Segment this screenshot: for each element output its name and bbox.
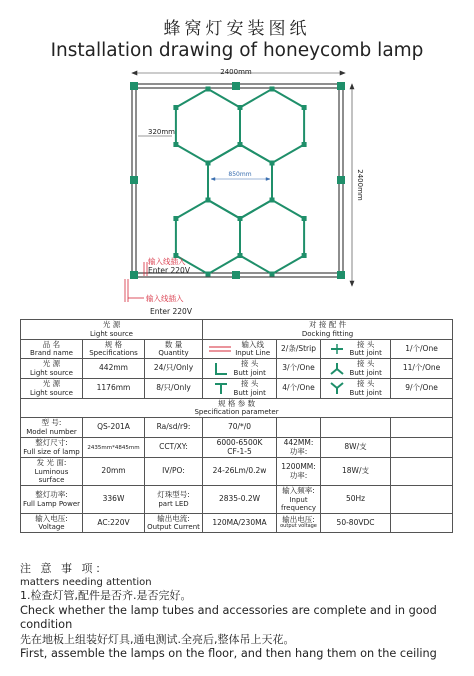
- note-1-en-a: Check whether the lamp tubes and accessories are complete and in good: [20, 603, 437, 617]
- height-label: 2400mm: [356, 169, 364, 201]
- butt-joint-qty-c: 11/个/One: [391, 359, 453, 379]
- power1200-label: 1200MM: 功率:: [277, 458, 321, 486]
- hexagon-2: [240, 89, 304, 163]
- hex-connector: [270, 161, 275, 166]
- butt-joint-qty-e: 9/个/One: [391, 379, 453, 399]
- hex-connector: [302, 142, 307, 147]
- luminous-value: 20mm: [83, 458, 145, 486]
- straight-joint-icon: [329, 343, 345, 355]
- page-title-en: Installation drawing of honeycomb lamp: [50, 40, 424, 61]
- row2-spec: 1176mm: [83, 379, 145, 399]
- input-label-cn-inner: 输入线插入: [148, 257, 186, 266]
- hex-connector: [238, 142, 243, 147]
- col-quantity: 数 量 Quantity: [145, 339, 203, 359]
- butt-joint-cell-c: 接 头 Butt joint: [321, 359, 391, 379]
- power442-value: 8W/支: [321, 438, 391, 458]
- butt-joint-qty-b: 3/个/One: [277, 359, 321, 379]
- input-line-outer: [125, 279, 144, 302]
- page-title-cn: 蜂窝灯安装图纸: [163, 19, 311, 39]
- row2-qty: 8/只/Only: [145, 379, 203, 399]
- frame-connectors: [130, 82, 345, 279]
- notes-section: [20, 562, 460, 662]
- hex-connector: [270, 87, 275, 92]
- hex-connector: [173, 105, 178, 110]
- ivpo-value: 24-26Lm/0.2w: [203, 458, 277, 486]
- input-label-en-outer: Enter 220V: [150, 307, 192, 316]
- note-2-cn: 先在地板上组装好灯具,通电测试.全亮后,整体吊上天花。: [20, 632, 295, 646]
- input-line-inner: [144, 262, 147, 276]
- hex-connector: [302, 216, 307, 221]
- butt-joint-cell-e: 接 头 Butt joint: [321, 379, 391, 399]
- row1-qty: 24/只/Only: [145, 359, 203, 379]
- cct-label: CCT/XY:: [145, 438, 203, 458]
- hexagon-3: [208, 145, 272, 219]
- header-docking-fitting: 对 接 配 件 Docking fitting: [203, 320, 453, 340]
- full-size-value: 2435mm*4845mm: [83, 438, 145, 458]
- cct-value: 6000-6500K CF-1-5: [203, 438, 277, 458]
- hexagon-5: [240, 200, 304, 274]
- dimension-right: [350, 84, 354, 286]
- butt-joint-cell-a: 接 头 Butt joint: [321, 339, 391, 359]
- row1-spec: 442mm: [83, 359, 145, 379]
- hexagon-1: [176, 89, 240, 163]
- input-line-cell: 输入线 Input Line: [203, 339, 277, 359]
- notes-heading-cn: 注 意 事 项：: [20, 562, 110, 575]
- led-value: 2835-0.2W: [203, 486, 277, 514]
- butt-joint-cell-b: 接 头 Butt joint: [203, 359, 277, 379]
- edge-label: 320mm: [148, 128, 175, 136]
- spec-param-header: 规 格 参 数 Specification parameter: [21, 398, 453, 418]
- row1-name: 光 源 Light source: [21, 359, 83, 379]
- hex-connector: [206, 198, 211, 203]
- full-power-value: 336W: [83, 486, 145, 514]
- voltage-value: AC:220V: [83, 513, 145, 533]
- hex-connector: [206, 161, 211, 166]
- ra-label: Ra/sd/r9:: [145, 418, 203, 438]
- model-value: QS-201A: [83, 418, 145, 438]
- luminous-label: 发 光 面: Luminous surface: [21, 458, 83, 486]
- input-line-icon: [209, 345, 231, 353]
- ivpo-label: IV/PO:: [145, 458, 203, 486]
- hexagon-4: [176, 200, 240, 274]
- ra-value: 70/*/0: [203, 418, 277, 438]
- input-label-cn-outer: 输入线插入: [146, 294, 184, 303]
- out-current-value: 120MA/230MA: [203, 513, 277, 533]
- input-line-qty: 2/条/Strip: [277, 339, 321, 359]
- three-way-joint-icon: [329, 381, 345, 395]
- input-label-en-inner: Enter 220V: [148, 266, 190, 275]
- full-size-label: 整灯尺寸: Full size of lamp: [21, 438, 83, 458]
- hex-connector: [270, 198, 275, 203]
- corner-joint-icon: [213, 362, 229, 376]
- led-label: 灯珠型号: part LED: [145, 486, 203, 514]
- butt-joint-qty-d: 4/个/One: [277, 379, 321, 399]
- hex-connector: [206, 272, 211, 277]
- spec-table: [20, 319, 453, 533]
- power442-label: 442MM: 功率:: [277, 438, 321, 458]
- t-joint-icon: [213, 381, 229, 395]
- col-brand-name: 品 名 Brand name: [21, 339, 83, 359]
- hex-connector: [173, 142, 178, 147]
- y-joint-icon: [329, 362, 345, 376]
- col-specifications: 规 格 Specifications: [83, 339, 145, 359]
- butt-joint-cell-d: 接 头 Butt joint: [203, 379, 277, 399]
- hex-connector: [238, 253, 243, 258]
- notes-heading-en: matters needing attention: [20, 577, 152, 589]
- out-current-label: 输出电流: Output Current: [145, 513, 203, 533]
- out-voltage-value: 50-80VDC: [321, 513, 391, 533]
- voltage-label: 输入电压: Voltage: [21, 513, 83, 533]
- butt-joint-qty-a: 1/个/One: [391, 339, 453, 359]
- freq-value: 50Hz: [321, 486, 391, 514]
- hex-connector: [270, 272, 275, 277]
- width-label: 2400mm: [220, 68, 252, 76]
- note-1-cn: 1.检查灯管,配件是否齐.是否完好。: [20, 589, 192, 603]
- note-1-en-b: condition: [20, 618, 73, 632]
- outer-frame: [132, 84, 343, 277]
- span-label: 850mm: [228, 171, 252, 178]
- header-light-source: 光 源 Light source: [21, 320, 203, 340]
- hex-connector: [173, 216, 178, 221]
- hex-connector: [206, 87, 211, 92]
- installation-drawing: [120, 64, 364, 316]
- hex-connector: [238, 105, 243, 110]
- power1200-value: 18W/支: [321, 458, 391, 486]
- hex-connector: [302, 253, 307, 258]
- freq-label: 输入频率: Input frequency: [277, 486, 321, 514]
- row2-name: 光 源 Light source: [21, 379, 83, 399]
- hex-connector: [238, 216, 243, 221]
- model-label: 型 号: Model number: [21, 418, 83, 438]
- out-voltage-label: 输出电压: output voltage: [277, 513, 321, 533]
- honeycomb-hexagons: [173, 87, 306, 277]
- hex-connector: [302, 105, 307, 110]
- full-power-label: 整灯功率: Full Lamp Power: [21, 486, 83, 514]
- note-2-en: First, assemble the lamps on the floor, and then hang them on the ceiling: [20, 647, 437, 661]
